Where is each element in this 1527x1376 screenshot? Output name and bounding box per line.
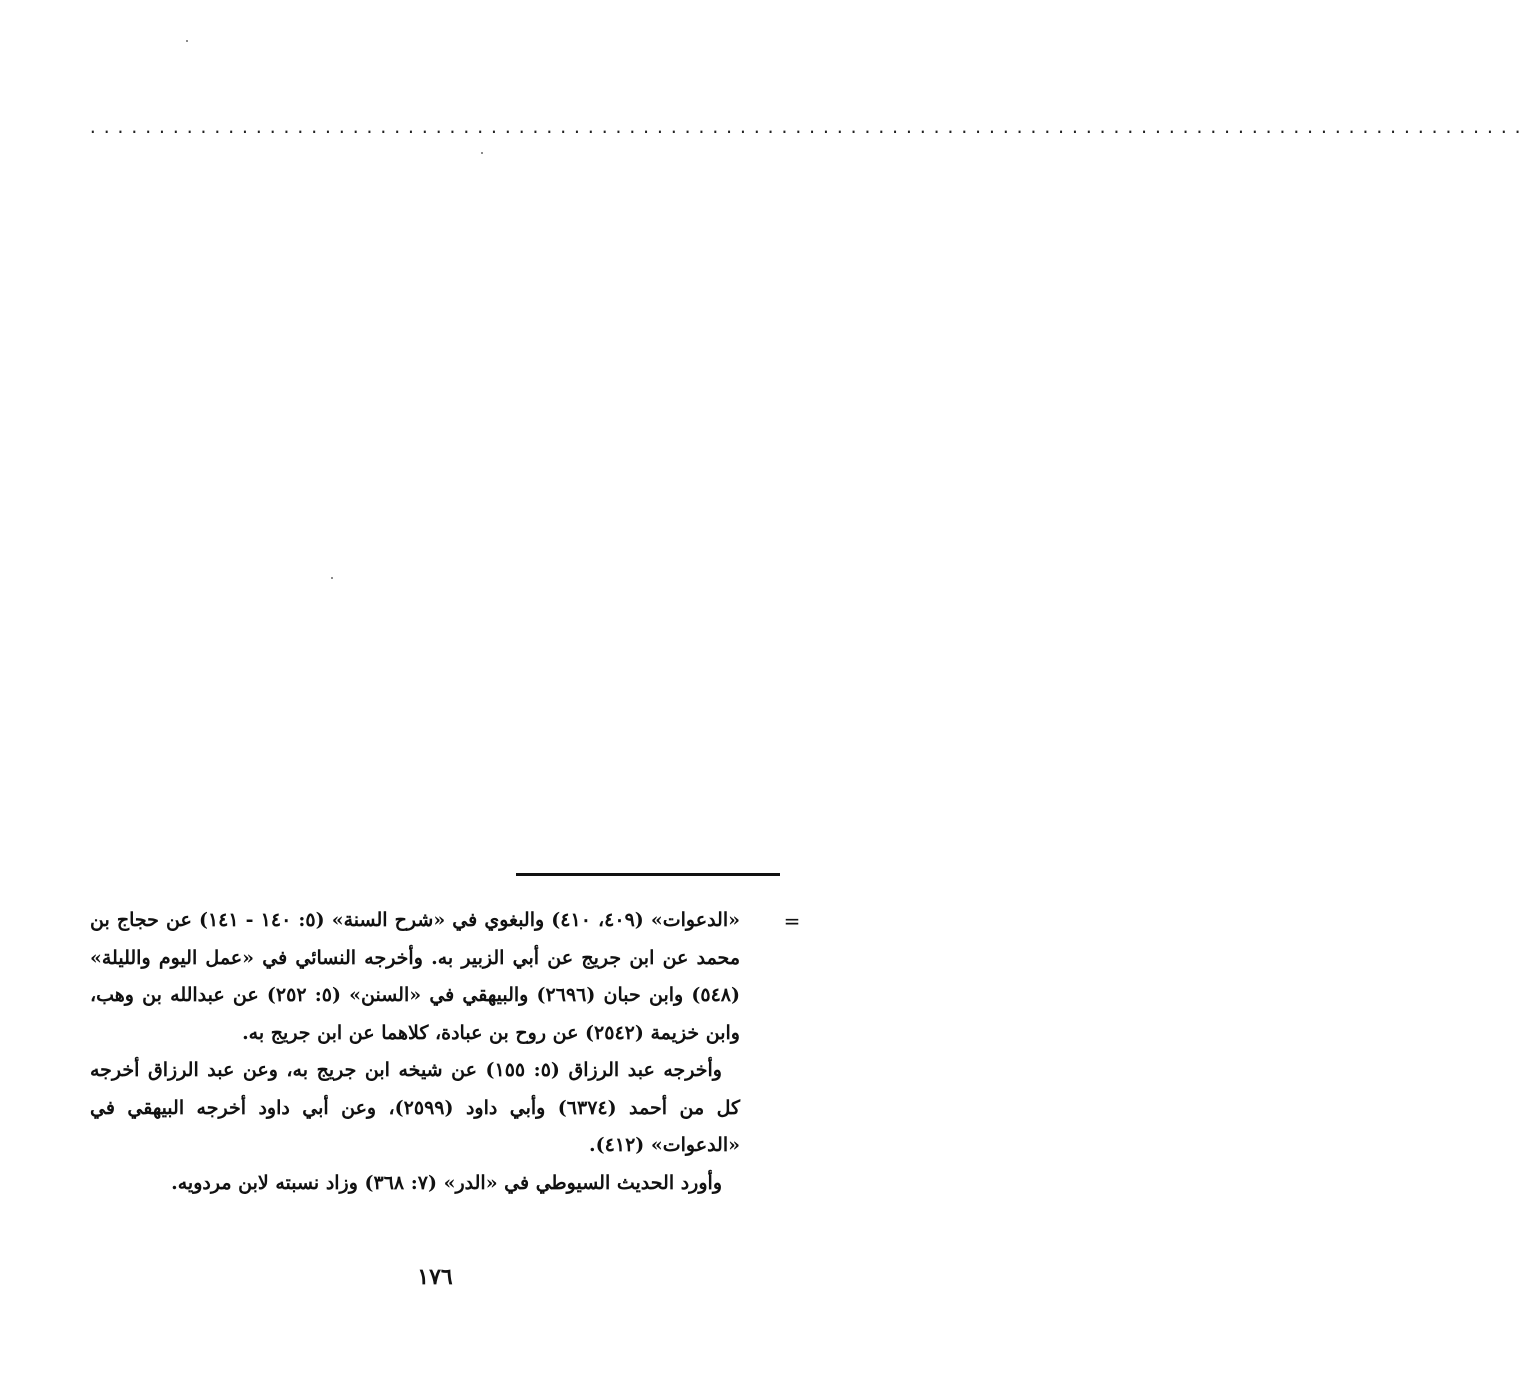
footnote-separator-rule (516, 873, 780, 876)
page-number: ١٧٦ (417, 1264, 453, 1290)
footnote-paragraph: وأورد الحديث السيوطي في «الدر» (٧: ٣٦٨) وزاد نسبته لابن مردويه. (171, 1171, 722, 1194)
footnote-continuation-mark: = (783, 909, 801, 933)
scan-speck (331, 577, 333, 579)
scan-speck (481, 152, 483, 154)
footnote-paragraph: وأخرجه عبد الرزاق (٥: ١٥٥) عن شيخه ابن جريج به، وعن عبد الرزاق أخرجه كل من أحمد (٦٣٧٤) وأبي داود (٢٥٩٩)، وعن أبي داود أخرجه البيهقي في «الدعوات» (٤١٢). (90, 1059, 740, 1156)
footnote-text (90, 902, 740, 1202)
scan-speck (186, 40, 188, 42)
dotted-separator: ........................................................................................................ (88, 118, 1527, 137)
footnote-paragraph: «الدعوات» (٤٠٩، ٤١٠) والبغوي في «شرح السنة» (٥: ١٤٠ - ١٤١) عن حجاج بن محمد عن ابن جريج عن أبي الزبير به. وأخرجه النسائي في «عمل اليوم والليلة» (٥٤٨) وابن حبان (٢٦٩٦) والبيهقي في «السنن» (٥: ٢٥٢) عن عبدالله بن وهب، وابن خزيمة (٢٥٤٢) عن روح بن عبادة، كلاهما عن ابن جريج به. (90, 909, 740, 1044)
